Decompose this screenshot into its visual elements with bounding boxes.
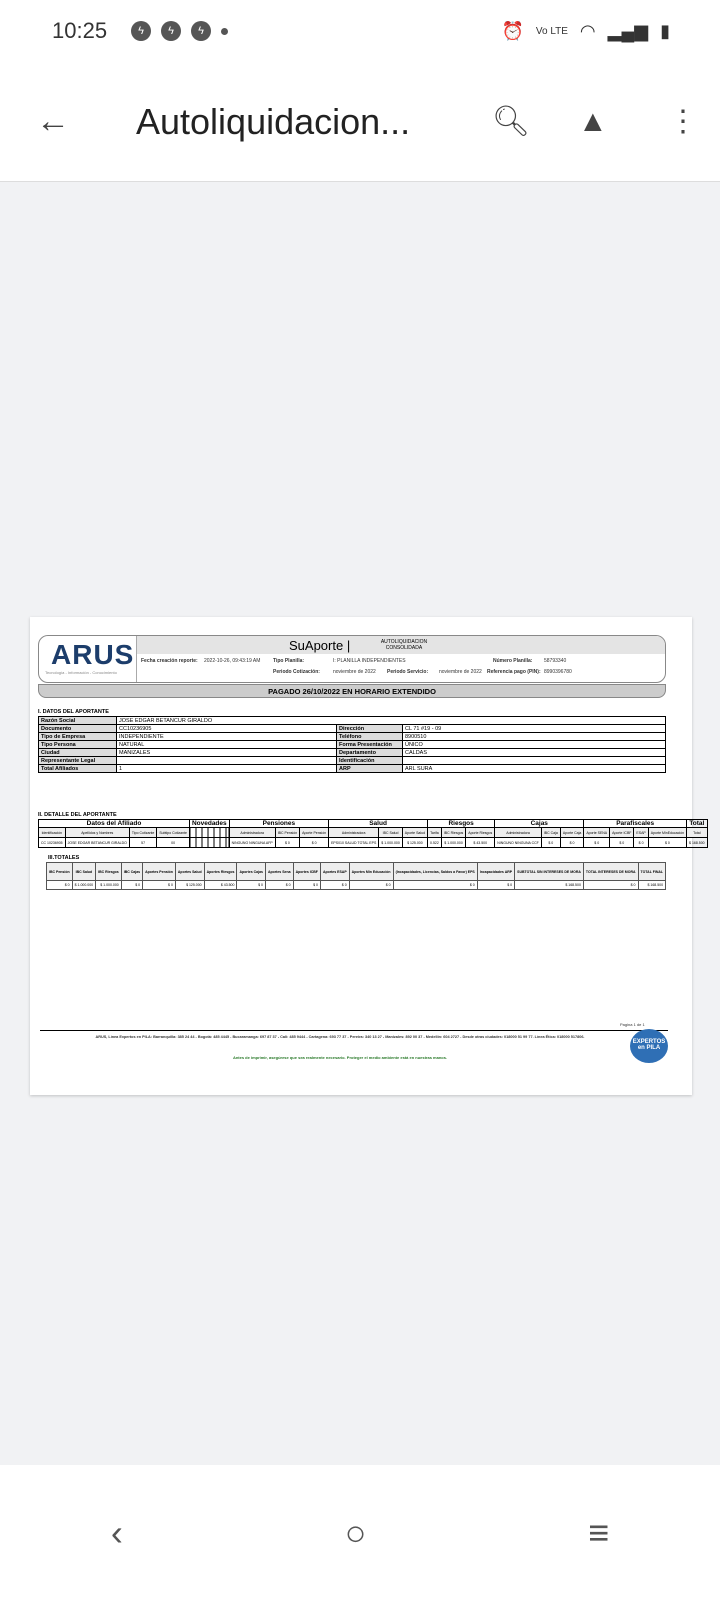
column-header: Aporte SENA <box>584 828 610 838</box>
nav-home-icon[interactable]: ○ <box>344 1511 367 1553</box>
label: Fecha creación reporte: <box>141 658 198 664</box>
novedades-columns <box>189 828 229 838</box>
product-name: SuAporte | <box>289 638 351 653</box>
aportante-table <box>38 716 666 773</box>
clock: 10:25 <box>52 18 108 43</box>
value: INDEPENDIENTE <box>117 733 337 741</box>
table-cell: $ 0 <box>584 838 610 848</box>
label: Razón Social <box>39 717 117 725</box>
column-header: Aporte Pensión <box>300 828 329 838</box>
label: Departamento <box>337 749 403 757</box>
totals-header: TOTAL FINAL <box>638 863 666 881</box>
totals-value: $ 43.500 <box>204 881 237 890</box>
totals-value: $ 0 <box>583 881 638 890</box>
label: Número Planilla: <box>493 658 533 664</box>
group-header: Total <box>687 820 708 828</box>
page-number: Pagina 1 de 1 <box>620 1022 645 1027</box>
battery-icon: ▮ <box>660 20 670 41</box>
totals-value: $ 0 <box>266 881 294 890</box>
value: ÚNICO <box>403 741 666 749</box>
group-header: Salud <box>329 820 428 828</box>
label: Teléfono <box>337 733 403 741</box>
group-header: Novedades <box>189 820 229 828</box>
totals-value: $ 0 <box>349 881 393 890</box>
totals-value: $ 0 <box>293 881 320 890</box>
group-header: Cajas <box>495 820 584 828</box>
messenger-icon: ϟ <box>161 21 181 41</box>
messenger-icon: ϟ <box>191 21 211 41</box>
footer-rule <box>40 1030 668 1031</box>
app-bar <box>0 62 720 182</box>
totals-header: IBC Pensión <box>47 863 73 881</box>
table-cell: $ 0 <box>560 838 583 848</box>
label: Forma Presentación <box>337 741 403 749</box>
column-header: Aporte Caja <box>560 828 583 838</box>
find-in-document-icon[interactable]: 🔍︎ <box>492 105 531 138</box>
label: Tipo de Empresa <box>39 733 117 741</box>
group-header: Riesgos <box>428 820 495 828</box>
column-header: IBC Salud <box>379 828 403 838</box>
table-cell: 57 <box>129 838 156 848</box>
table-cell: $ 0 <box>541 838 560 848</box>
totals-header: Aportes Min Educación <box>349 863 393 881</box>
column-header: Aporte Salud <box>402 828 427 838</box>
table-cell: NINGUNO NINGUNA CCF <box>495 838 542 848</box>
value: noviembre de 2022 <box>333 669 376 675</box>
totals-header: Aportes ICBF <box>293 863 320 881</box>
label: Dirección <box>337 725 403 733</box>
column-header: Tipo Cotizante <box>129 828 156 838</box>
totals-header: Aportes ESAP <box>320 863 349 881</box>
totals-table <box>46 862 666 890</box>
group-header: Datos del Afiliado <box>39 820 190 828</box>
section-title: III.TOTALES <box>48 855 80 861</box>
label: Tipo Planilla: <box>273 658 305 664</box>
column-header: IBC Caja <box>541 828 560 838</box>
column-header: Aporte Riesgos <box>466 828 495 838</box>
report-header <box>38 635 666 683</box>
value: I: PLANILLA INDEPENDIENTES <box>333 658 406 664</box>
table-cell: $ 168.500 <box>687 838 708 848</box>
value: 8990396780 <box>544 669 572 675</box>
totals-header: Aportes Salud <box>175 863 204 881</box>
section-title: II. DETALLE DEL APORTANTE <box>38 812 117 818</box>
pdf-page <box>30 617 705 1095</box>
column-header: IBC Pensión <box>275 828 299 838</box>
group-header: Parafiscales <box>584 820 687 828</box>
alarm-icon: ⏰ <box>501 20 524 41</box>
arus-logo: ARUS Tecnología - Información - Conocimiento <box>39 636 137 683</box>
totals-value: $ 1.000.000 <box>72 881 96 890</box>
nav-back-icon[interactable]: ‹ <box>110 1511 123 1553</box>
group-header: Pensiones <box>229 820 328 828</box>
label: Referencia pago (PIN): <box>487 669 541 675</box>
label: Documento <box>39 725 117 733</box>
label: Tipo Persona <box>39 741 117 749</box>
back-arrow-icon[interactable]: ← <box>36 102 70 140</box>
value: NATURAL <box>117 741 337 749</box>
nav-recents-icon[interactable]: ≡ <box>588 1511 610 1553</box>
column-header: Total <box>687 828 708 838</box>
label: Periodo Cotización: <box>273 669 320 675</box>
signal-icon: ▂▄▆ <box>607 20 649 41</box>
doc-type: AUTOLIQUIDACION CONSOLIDADA <box>380 639 428 651</box>
totals-header: Aportes Cajas <box>237 863 266 881</box>
column-header: Apellidos y Nombres <box>65 828 129 838</box>
totals-header: IBC Riesgos <box>96 863 122 881</box>
column-header: Subtipo Cotizante <box>157 828 190 838</box>
totals-value: $ 0 <box>393 881 477 890</box>
totals-value: $ 0 <box>477 881 514 890</box>
totals-header: Aportes Pensión <box>143 863 176 881</box>
section-title: I. DATOS DEL APORTANTE <box>38 709 109 715</box>
expertos-pila-badge: EXPERTOS en PILA <box>630 1029 668 1063</box>
table-cell: $ 0 <box>610 838 634 848</box>
column-header: ESAP <box>634 828 648 838</box>
totals-header: Incapacidades ARP <box>477 863 514 881</box>
table-cell: $ 43.500 <box>466 838 495 848</box>
navigation-bar <box>0 1465 720 1600</box>
table-cell: NINGUNO NINGUNA AFP <box>229 838 275 848</box>
payment-status-banner: PAGADO 26/10/2022 EN HORARIO EXTENDIDO <box>38 684 666 698</box>
totals-value: $ 0 <box>47 881 73 890</box>
more-notifications-icon <box>221 28 228 35</box>
label: Periodo Servicio: <box>387 669 429 675</box>
footer-contacts: ARUS, Línea Expertos en PILA: Barranquilla: 385 24 44 - Bogotá: 485 4445 - Bucaramanga: 697 87 37 - Cali: 485 9444 - Cartagena: 693 77 37 - Pereira: 340 13 27 - Manizales: 892 00 37 - Medellín: 604 2727 - Desde otras ciudades: 018000 51 99 77. Línea Ética: 018000 517806. <box>95 1035 585 1039</box>
column-header: Administradora <box>229 828 275 838</box>
column-header: IBC Riesgos <box>441 828 465 838</box>
value: MANIZALES <box>117 749 337 757</box>
label: Representante Legal <box>39 757 117 765</box>
more-options-icon[interactable]: ⋮ <box>668 105 698 138</box>
totals-header: (Incapacidades, Licencias, Saldos a Favor) EPS <box>393 863 477 881</box>
totals-header: Aportes Sena <box>266 863 294 881</box>
table-cell: $ 0 <box>648 838 686 848</box>
table-cell: $ 1.000.000 <box>379 838 403 848</box>
column-header: Identificación <box>39 828 66 838</box>
messenger-icon: ϟ <box>131 21 151 41</box>
table-cell: $ 125.000 <box>402 838 427 848</box>
value <box>403 757 666 765</box>
value: 8900510 <box>403 733 666 741</box>
value: 58793340 <box>544 658 567 664</box>
totals-value: $ 0 <box>320 881 349 890</box>
label: Ciudad <box>39 749 117 757</box>
wifi-icon: ◠ <box>579 20 596 41</box>
totals-value: $ 0 <box>121 881 142 890</box>
volte-icon: Vo LTE <box>535 25 568 37</box>
totals-header: TOTAL INTERESES DE MORA <box>583 863 638 881</box>
value: JOSE EDGAR BETANCUR GIRALDO <box>117 717 666 725</box>
value: noviembre de 2022 <box>439 669 482 675</box>
table-cell: 00 <box>157 838 190 848</box>
totals-header: Aportes Riesgos <box>204 863 237 881</box>
document-title: Autoliquidacion... <box>136 100 411 142</box>
column-header: Aporte MinEducación <box>648 828 686 838</box>
totals-header: IBC Cajas <box>121 863 142 881</box>
totals-value: $ 0 <box>237 881 266 890</box>
label: Total Afiliados <box>39 765 117 773</box>
totals-value: $ 168.500 <box>515 881 584 890</box>
totals-header: IBC Salud <box>72 863 96 881</box>
totals-value: $ 125.000 <box>175 881 204 890</box>
table-cell: $ 0 <box>275 838 299 848</box>
value: ARL SURA <box>403 765 666 773</box>
totals-value: $ 0 <box>143 881 176 890</box>
table-cell: $ 0 <box>634 838 648 848</box>
label: ARP <box>337 765 403 773</box>
eco-message: Antes de imprimir, asegúrese que sea realmente necesario. Proteger el medio ambiente está en nuestras manos. <box>232 1055 448 1060</box>
table-cell: CC 10236905 <box>39 838 66 848</box>
value: CC10236905 <box>117 725 337 733</box>
value: 2022-10-26, 09:43:19 AM <box>204 658 261 664</box>
column-header: Administradora <box>495 828 542 838</box>
table-cell: 0.522 <box>428 838 442 848</box>
totals-header: SUBTOTAL SIN INTERESES DE MORA <box>515 863 584 881</box>
column-header: Tarifa <box>428 828 442 838</box>
label: Identificación <box>337 757 403 765</box>
column-header: Aporte ICBF <box>610 828 634 838</box>
status-bar <box>0 0 720 62</box>
totals-value: $ 168.500 <box>638 881 666 890</box>
novedades-columns <box>189 838 229 848</box>
value: 1 <box>117 765 337 773</box>
value <box>117 757 337 765</box>
totals-value: $ 1.000.000 <box>96 881 122 890</box>
table-cell: EPS010 SALUD TOTAL EPS <box>329 838 379 848</box>
value: CL 71 #19 - 09 <box>403 725 666 733</box>
column-header: Administradora <box>329 828 379 838</box>
table-cell: $ 0 <box>300 838 329 848</box>
add-to-drive-icon[interactable]: ▲ <box>578 104 608 138</box>
value: CALDAS <box>403 749 666 757</box>
table-cell: $ 1.000.000 <box>441 838 465 848</box>
table-cell: JOSE EDGAR BETANCUR GIRALDO <box>65 838 129 848</box>
detail-table <box>38 819 708 848</box>
